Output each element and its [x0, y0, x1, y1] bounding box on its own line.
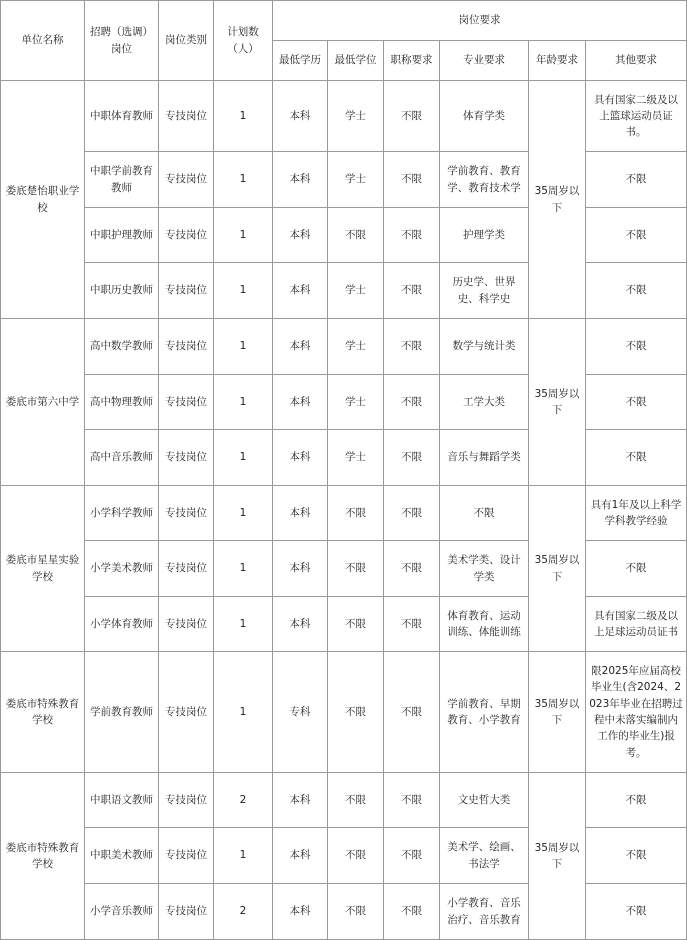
plan-cell: 1 — [214, 652, 273, 773]
title-cell: 不限 — [384, 884, 440, 940]
degree-cell: 不限 — [328, 486, 384, 541]
table-row — [1, 773, 687, 828]
post-cell: 中职历史教师 — [85, 263, 159, 319]
education-cell: 本科 — [273, 773, 328, 828]
category-cell: 专技岗位 — [159, 208, 214, 263]
degree-cell: 学士 — [328, 319, 384, 375]
education-cell: 本科 — [273, 541, 328, 597]
header-age: 年龄要求 — [529, 41, 586, 81]
other-cell: 不限 — [586, 884, 687, 940]
category-cell: 专技岗位 — [159, 541, 214, 597]
plan-cell: 2 — [214, 884, 273, 940]
degree-cell: 学士 — [328, 375, 384, 430]
unit-name-cell: 娄底市特殊教育学校 — [1, 652, 85, 773]
post-cell: 学前教育教师 — [85, 652, 159, 773]
unit-name-cell: 娄底楚怡职业学校 — [1, 81, 85, 319]
unit-name-cell: 娄底市特殊教育学校 — [1, 773, 85, 940]
education-cell: 本科 — [273, 430, 328, 486]
title-cell: 不限 — [384, 152, 440, 208]
major-cell: 学前教育、教育学、教育技术学 — [440, 152, 529, 208]
title-cell: 不限 — [384, 773, 440, 828]
category-cell: 专技岗位 — [159, 884, 214, 940]
education-cell: 本科 — [273, 319, 328, 375]
major-cell: 工学大类 — [440, 375, 529, 430]
title-cell: 不限 — [384, 430, 440, 486]
plan-cell: 1 — [214, 430, 273, 486]
title-cell: 不限 — [384, 541, 440, 597]
category-cell: 专技岗位 — [159, 263, 214, 319]
category-cell: 专技岗位 — [159, 375, 214, 430]
other-cell: 不限 — [586, 152, 687, 208]
degree-cell: 不限 — [328, 541, 384, 597]
education-cell: 本科 — [273, 486, 328, 541]
post-cell: 中职学前教育教师 — [85, 152, 159, 208]
other-cell: 不限 — [586, 541, 687, 597]
other-cell: 不限 — [586, 375, 687, 430]
degree-cell: 不限 — [328, 652, 384, 773]
plan-cell: 1 — [214, 152, 273, 208]
header-requirements: 岗位要求 — [273, 1, 687, 41]
header-other: 其他要求 — [586, 41, 687, 81]
category-cell: 专技岗位 — [159, 597, 214, 652]
degree-cell: 不限 — [328, 773, 384, 828]
post-cell: 小学音乐教师 — [85, 884, 159, 940]
age-cell: 35周岁以下 — [529, 81, 586, 319]
plan-cell: 1 — [214, 263, 273, 319]
category-cell: 专技岗位 — [159, 652, 214, 773]
degree-cell: 学士 — [328, 263, 384, 319]
education-cell: 本科 — [273, 884, 328, 940]
title-cell: 不限 — [384, 263, 440, 319]
header-education: 最低学历 — [273, 41, 328, 81]
other-cell: 限2025年应届高校毕业生(含2024、2023年毕业在招聘过程中未落实编制内工作的毕业生)报考。 — [586, 652, 687, 773]
other-cell: 不限 — [586, 828, 687, 884]
major-cell: 体育学类 — [440, 81, 529, 152]
other-cell: 不限 — [586, 263, 687, 319]
age-cell: 35周岁以下 — [529, 486, 586, 652]
table-row — [1, 652, 687, 773]
other-cell: 具有国家二级及以上足球运动员证书 — [586, 597, 687, 652]
education-cell: 本科 — [273, 828, 328, 884]
degree-cell: 不限 — [328, 828, 384, 884]
age-cell: 35周岁以下 — [529, 652, 586, 773]
table-row — [1, 81, 687, 152]
degree-cell: 不限 — [328, 597, 384, 652]
title-cell: 不限 — [384, 81, 440, 152]
education-cell: 本科 — [273, 597, 328, 652]
post-cell: 高中音乐教师 — [85, 430, 159, 486]
major-cell: 音乐与舞蹈学类 — [440, 430, 529, 486]
plan-cell: 1 — [214, 208, 273, 263]
plan-cell: 1 — [214, 375, 273, 430]
title-cell: 不限 — [384, 652, 440, 773]
major-cell: 体育教育、运动训练、体能训练 — [440, 597, 529, 652]
category-cell: 专技岗位 — [159, 828, 214, 884]
education-cell: 本科 — [273, 375, 328, 430]
major-cell: 数学与统计类 — [440, 319, 529, 375]
other-cell: 不限 — [586, 773, 687, 828]
plan-cell: 1 — [214, 81, 273, 152]
degree-cell: 学士 — [328, 152, 384, 208]
major-cell: 历史学、世界史、科学史 — [440, 263, 529, 319]
major-cell: 美术学类、设计学类 — [440, 541, 529, 597]
category-cell: 专技岗位 — [159, 319, 214, 375]
degree-cell: 不限 — [328, 884, 384, 940]
education-cell: 本科 — [273, 81, 328, 152]
post-cell: 中职语文教师 — [85, 773, 159, 828]
post-cell: 小学体育教师 — [85, 597, 159, 652]
header-major: 专业要求 — [440, 41, 529, 81]
age-cell: 35周岁以下 — [529, 319, 586, 486]
age-cell: 35周岁以下 — [529, 773, 586, 940]
title-cell: 不限 — [384, 597, 440, 652]
header-post: 招聘（选调）岗位 — [85, 1, 159, 81]
header-degree: 最低学位 — [328, 41, 384, 81]
header-plan: 计划数（人） — [214, 1, 273, 81]
other-cell: 具有国家二级及以上篮球运动员证书。 — [586, 81, 687, 152]
category-cell: 专技岗位 — [159, 152, 214, 208]
degree-cell: 学士 — [328, 430, 384, 486]
major-cell: 美术学、绘画、书法学 — [440, 828, 529, 884]
plan-cell: 2 — [214, 773, 273, 828]
table-row — [1, 486, 687, 541]
title-cell: 不限 — [384, 486, 440, 541]
table-row — [1, 319, 687, 375]
plan-cell: 1 — [214, 486, 273, 541]
category-cell: 专技岗位 — [159, 773, 214, 828]
other-cell: 不限 — [586, 430, 687, 486]
header-title: 职称要求 — [384, 41, 440, 81]
post-cell: 中职体育教师 — [85, 81, 159, 152]
plan-cell: 1 — [214, 319, 273, 375]
major-cell: 文史哲大类 — [440, 773, 529, 828]
plan-cell: 1 — [214, 541, 273, 597]
header-unit: 单位名称 — [1, 1, 85, 81]
category-cell: 专技岗位 — [159, 430, 214, 486]
title-cell: 不限 — [384, 828, 440, 884]
unit-name-cell: 娄底市星星实验学校 — [1, 486, 85, 652]
major-cell: 不限 — [440, 486, 529, 541]
other-cell: 具有1年及以上科学学科教学经验 — [586, 486, 687, 541]
post-cell: 中职美术教师 — [85, 828, 159, 884]
post-cell: 中职护理教师 — [85, 208, 159, 263]
title-cell: 不限 — [384, 375, 440, 430]
plan-cell: 1 — [214, 597, 273, 652]
category-cell: 专技岗位 — [159, 81, 214, 152]
education-cell: 本科 — [273, 208, 328, 263]
unit-name-cell: 娄底市第六中学 — [1, 319, 85, 486]
education-cell: 专科 — [273, 652, 328, 773]
post-cell: 高中物理教师 — [85, 375, 159, 430]
other-cell: 不限 — [586, 319, 687, 375]
post-cell: 小学美术教师 — [85, 541, 159, 597]
major-cell: 小学教育、音乐治疗、音乐教育 — [440, 884, 529, 940]
degree-cell: 学士 — [328, 81, 384, 152]
degree-cell: 不限 — [328, 208, 384, 263]
major-cell: 学前教育、早期教育、小学教育 — [440, 652, 529, 773]
other-cell: 不限 — [586, 208, 687, 263]
education-cell: 本科 — [273, 263, 328, 319]
education-cell: 本科 — [273, 152, 328, 208]
post-cell: 小学科学教师 — [85, 486, 159, 541]
post-cell: 高中数学教师 — [85, 319, 159, 375]
title-cell: 不限 — [384, 208, 440, 263]
table-body — [1, 81, 687, 940]
title-cell: 不限 — [384, 319, 440, 375]
category-cell: 专技岗位 — [159, 486, 214, 541]
header-category: 岗位类别 — [159, 1, 214, 81]
plan-cell: 1 — [214, 828, 273, 884]
major-cell: 护理学类 — [440, 208, 529, 263]
